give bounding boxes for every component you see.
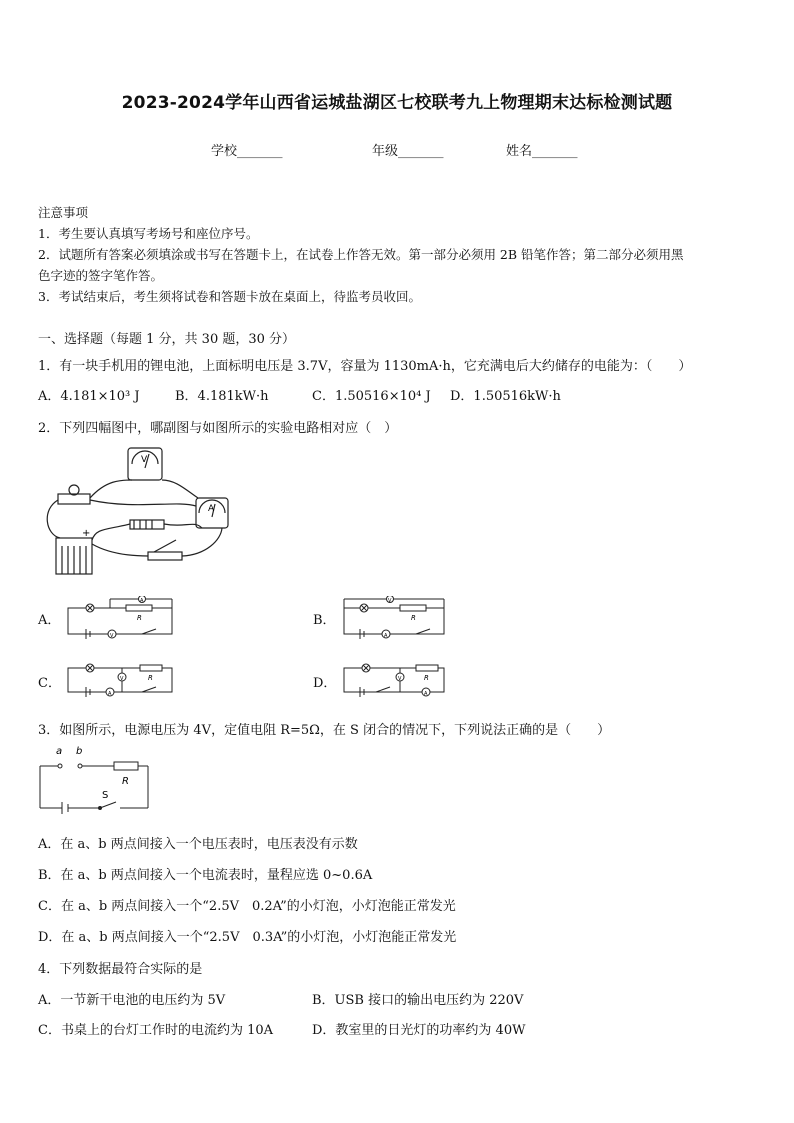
question-4-stem: 4．下列数据最符合实际的是 (38, 962, 203, 977)
q2-circuit-d (340, 660, 450, 698)
circuit-b-resistor: R (411, 614, 416, 622)
circuit-c-resistor: R (148, 674, 153, 682)
section-heading: 一、选择题（每题 1 分，共 30 题，30 分） (38, 332, 296, 347)
q4-option-d: D．教室里的日光灯的功率约为 40W (312, 1023, 526, 1038)
q2-circuit-a (64, 596, 179, 640)
switch-base (148, 552, 182, 560)
voltmeter-label: V (141, 455, 148, 465)
point-a-label: a (56, 746, 63, 757)
q1-option-a: A．4.181×10³ J (38, 389, 140, 404)
q4-option-b: B．USB 接口的输出电压约为 220V (312, 993, 524, 1008)
circuit-b-voltmeter: V (388, 598, 392, 604)
q2-option-c: C． (38, 676, 61, 691)
rheostat (130, 520, 164, 529)
circuit-c-voltmeter: V (120, 676, 124, 682)
q4-option-c: C．书桌上的台灯工作时的电流约为 10A (38, 1023, 274, 1038)
point-b-label: b (76, 746, 83, 757)
q3-option-a: A．在 a、b 两点间接入一个电压表时，电压表没有示数 (38, 837, 358, 852)
switch-s (100, 802, 116, 808)
ammeter-label: A (208, 504, 215, 514)
battery-plus-label: + (82, 528, 91, 539)
q3-option-b: B．在 a、b 两点间接入一个电流表时，量程应选 0~0.6A (38, 868, 373, 883)
circuit-a-ammeter: A (140, 598, 144, 604)
q1-option-c: C．1.50516×10⁴ J (312, 389, 431, 404)
circuit-a-resistor: R (137, 614, 142, 622)
q2-option-a: A． (38, 613, 61, 628)
notes-item: 3．考试结束后，考生须将试卷和答题卡放在桌面上，待监考员收回。 (38, 289, 421, 304)
circuit-c-ammeter: A (108, 691, 112, 697)
q2-circuit-c (64, 660, 179, 698)
circuit-d-ammeter: A (424, 691, 428, 697)
question-2-stem: 2．下列四幅图中，哪副图与如图所示的实验电路相对应（ ） (38, 421, 398, 436)
grade-field: 年级_______ (372, 144, 444, 159)
question-1-stem: 1．有一块手机用的锂电池，上面标明电压是 3.7V，容量为 1130mA·h，它充满电后大约储存的电能为：（ ） (38, 359, 692, 374)
circuit-d-voltmeter: V (398, 676, 402, 682)
q1-option-b: B．4.181kW·h (175, 389, 269, 404)
resistor-r (114, 762, 138, 770)
notes-item: 色字迹的签字笔作答。 (38, 268, 164, 283)
question-3-stem: 3．如图所示，电源电压为 4V，定值电阻 R=5Ω，在 S 闭合的情况下，下列说法正确的是（ ） (38, 723, 611, 738)
q2-apparatus-figure (36, 440, 246, 580)
q2-option-b: B． (313, 613, 336, 628)
q2-option-d: D． (313, 676, 337, 691)
q3-circuit-figure (36, 740, 156, 814)
notes-item: 1．考生要认真填写考场号和座位序号。 (38, 226, 259, 241)
resistor-label: R (122, 776, 129, 787)
page-title: 2023-2024学年山西省运城盐湖区七校联考九上物理期末达标检测试题 (121, 93, 673, 113)
q1-option-d: D．1.50516kW·h (450, 389, 561, 404)
name-field: 姓名_______ (506, 144, 578, 159)
q3-option-c: C．在 a、b 两点间接入一个“2.5V 0.2A”的小灯泡，小灯泡能正常发光 (38, 899, 456, 914)
q2-circuit-b (340, 596, 450, 640)
notes-heading: 注意事项 (38, 205, 89, 220)
circuit-b-ammeter: A (384, 633, 388, 639)
school-field: 学校_______ (211, 144, 283, 159)
q4-option-a: A．一节新干电池的电压约为 5V (38, 993, 226, 1008)
circuit-d-resistor: R (424, 674, 429, 682)
circuit-a-voltmeter: V (110, 633, 114, 639)
notes-item: 2．试题所有答案必须填涂或书写在答题卡上，在试卷上作答无效。第一部分必须用 2B 铅笔作答；第二部分必须用黑 (38, 247, 684, 262)
switch-label: S (102, 790, 109, 801)
q3-option-d: D．在 a、b 两点间接入一个“2.5V 0.3A”的小灯泡，小灯泡能正常发光 (38, 930, 457, 945)
